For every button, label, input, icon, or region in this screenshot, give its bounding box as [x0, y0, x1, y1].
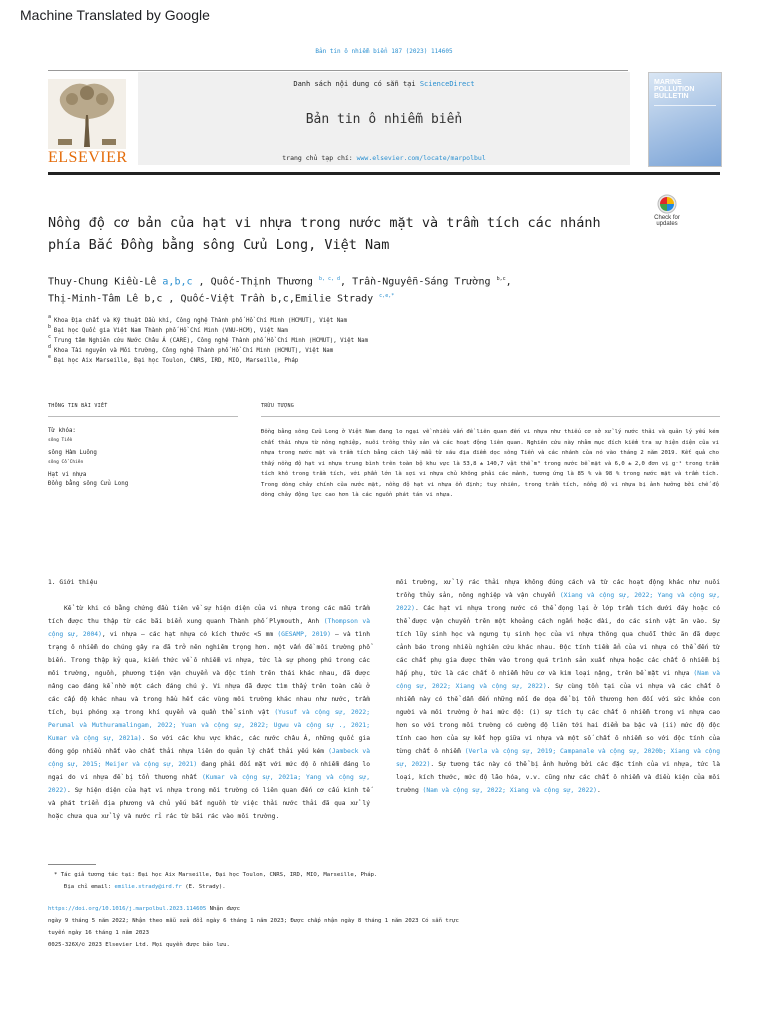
intro-paragraph — [48, 602, 370, 823]
author-thuong-affil[interactable]: b, c, d — [318, 276, 341, 282]
citation-link[interactable]: (Xiang và cộng sự, 2022; Yang và cộng sự, 2022) — [396, 592, 720, 612]
citation-link[interactable]: (GESAMP, 2019) — [277, 631, 331, 638]
affiliation-item — [48, 346, 648, 356]
elsevier-wordmark: ELSEVIER — [48, 149, 128, 166]
author-strady[interactable]: Emilie Strady — [294, 293, 374, 305]
author-thuong[interactable]: , Quốc-Thịnh Thương — [198, 276, 313, 288]
banner-text: Machine Translated by Google — [20, 7, 210, 23]
email-prefix: Địa chỉ email: — [64, 884, 115, 890]
article-title: Nồng độ cơ bản của hạt vi nhựa trong nước mặt và trầm tích các nhánh phía Bắc Đồng bằng sông Cửu Long, Việt Nam — [48, 215, 601, 253]
keyword: Đồng bằng sông Cửu Long — [48, 481, 129, 487]
body-text: Kể từ khi có bằng chứng đầu tiên về sự hiện diện của vi nhựa trong các mẫu trầm tích được thu thập từ các bãi biển xung quanh Thành phố Plymouth, Anh — [48, 605, 370, 625]
affiliation-tag: c — [48, 334, 52, 340]
keyword-sub: sông Cổ Chiên — [48, 460, 84, 465]
footnote-rule — [48, 864, 96, 865]
affiliation-item — [48, 316, 648, 326]
body-right-column — [396, 576, 720, 797]
author-truong-comma: , — [505, 276, 512, 288]
homepage-prefix: trang chủ tạp chí: — [282, 154, 357, 162]
cover-title: MARINE POLLUTION BULLETIN — [654, 79, 695, 100]
body-text: đang phải đối mặt với mức độ ô nhiễm đáng lo ngại do vi nhựa đề bị tổn thương nhất — [48, 761, 370, 781]
received-label: Nhận được — [206, 906, 240, 912]
affiliation-text: Khoa Địa chất và Kỹ thuật Dầu khí, Công nghệ Thành phố Hồ Chí Minh (HCMUT), Việt Nam — [54, 318, 348, 324]
body-text: . Sự hiện diện của hạt vi nhựa trong môi trường có liên quan đến cơ cấu kinh tế và phát triển địa phương và chủ yếu bắt nguồn từ việc thải nước thải đã qua xử lý hoặc chưa qua xử lý và nước rỉ rác từ bãi rác vào môi trường. — [48, 787, 370, 820]
check-updates-icon — [648, 193, 686, 215]
affiliation-text: Trung tâm Nghiên cứu Nước Châu Á (CARE), Công nghệ Thành phố Hồ Chí Minh (HCMUT), Việt Nam — [54, 338, 369, 344]
email-suffix: (E. Strady). — [181, 884, 226, 890]
affiliation-tag: e — [48, 354, 52, 360]
author-strady-affil[interactable]: c,e,* — [379, 293, 395, 300]
affiliation-tag: a — [48, 314, 52, 320]
citation-link[interactable]: (Yusuf và cộng sự, 2022; Perumal và Muthuramalingam, 2022; Yuan và cộng sự, 2022; Ugwu và cộng sự ., 2021; Kumar và cộng sự, 2021a) — [48, 709, 370, 742]
elsevier-tree-logo — [48, 79, 126, 149]
citation-link[interactable]: (Nam và cộng sự, 2022; Xiang và cộng sự, 2022) — [396, 670, 720, 690]
masthead-center — [138, 72, 630, 165]
citation-link[interactable]: (Thompson và cộng sự, 2004) — [48, 618, 370, 638]
affiliation-list — [48, 316, 648, 366]
footnotes — [48, 869, 468, 893]
article-info-rule — [48, 416, 238, 417]
journal-reference[interactable]: Bản tin ô nhiễm biển 187 (2023) 114605 — [315, 48, 453, 55]
author-list — [48, 272, 728, 307]
article-meta — [48, 903, 468, 951]
affiliation-tag: b — [48, 324, 52, 330]
doi-link[interactable]: https://doi.org/10.1016/j.marpolbul.2023.114605 — [48, 906, 207, 912]
affiliation-tag: d — [48, 344, 52, 350]
citation-link[interactable]: (Verla và cộng sự, 2019; Campanale và cộng sự, 2020b; Xiang và cộng sự, 2022) — [396, 748, 720, 768]
email-link[interactable]: emilie.strady@ird.fr — [114, 884, 182, 890]
body-text: . So với các khu vực khác, các nước châu Á, những quốc gia đóng góp nhiều nhất vào chất thải nhựa liên do quản lý chất thải yếu kém — [48, 735, 370, 755]
author-truong[interactable]: , Trần-Nguyễn-Sáng Trường — [340, 276, 491, 288]
keywords-block — [48, 427, 238, 489]
sciencedirect-link[interactable]: ScienceDirect — [419, 80, 475, 88]
keyword-sub: sông Tiền — [48, 438, 73, 443]
journal-cover-image — [648, 72, 722, 167]
article-info-heading: THÔNG TIN BÀI VIẾT — [48, 403, 108, 409]
author-le[interactable]: Thị-Minh-Tâm Lê b,c — [48, 293, 163, 305]
section-title: 1. Giới thiệu — [48, 579, 98, 586]
body-text: . Sự cùng tồn tại của vi nhựa và các chất ô nhiễm này có thể dẫn đến những mối đe dọa để bị tổn thương hơn đối với sức khỏe con người và môi trường ở hai mức độ: (i) sự tích tụ các chất ô nhiễm trong vi nhựa cao hơn so với trong môi trường có cường độ liên tới hai điểm ba bậc và (ii) mức độ độc tính cao hơn của sự kết hợp giữa vi nhựa và một số chất ô nhiễm so với độc tính của từng chất ô nhiễm — [396, 683, 720, 755]
homepage-link[interactable]: www.elsevier.com/locate/marpolbul — [356, 154, 486, 162]
dates-line: ngày 9 tháng 5 năm 2022; Nhận theo mẫu sửa đổi ngày 6 tháng 1 năm 2023; Được chấp nhận ngày 8 tháng 1 năm 2023 Có sẵn trực tuyến ngày 16 tháng 1 năm 2023 — [48, 918, 459, 936]
check-updates-label: Check for updates — [654, 215, 680, 227]
contents-line — [138, 80, 630, 88]
body-text: – và tình trạng ô nhiễm do chúng gây ra đã trở nên nghiêm trọng hơn. một vấn đề môi trường phổ biến. Trong thập kỷ qua, kiến thức về ô nhiễm vi nhựa, tức là sự phong phú trong các môi trường, nguồn, phương tiện vận chuyển và độc tính trên thái khác nhau, đã được nâng cao đáng kể nhờ một cách đáng chú ý. Vi nhựa đã được tìm thấy trên toàn cầu ở các cấp độ khác nhau và trong hầu hết các vùng môi trường khác nhau như nước, trầm tích, bụi phóng xạ trong khí quyển và quần thể sinh vật — [48, 631, 370, 716]
keyword: sông Hàm Luông — [48, 450, 97, 456]
email-line — [48, 881, 468, 893]
abstract-heading: TRỪU TƯỢNG — [261, 403, 295, 409]
citation-link[interactable]: (Nam và cộng sự, 2022; Xiang và cộng sự, 2022) — [422, 787, 597, 794]
body-text: . Sự tương tác này có thể bị ảnh hưởng bởi các đặc tính của vi nhựa, tức là loại, kích thước, mức độ lão hóa, v.v. cũng như các chất ô nhiễm và điều kiện của môi trường — [396, 761, 720, 794]
body-text: , vi nhựa – các hạt nhựa có kích thước <5 mm — [101, 631, 278, 638]
author-kieu-le[interactable]: Thuy-Chung Kiều-Lê — [48, 276, 157, 288]
author-truong-affil: b,c — [496, 276, 506, 282]
abstract-text: Đồng bằng sông Cửu Long ở Việt Nam đang lo ngại về nhiều vấn đề liên quan đến vi nhựa như thiếu cơ sở xử lý nước thải và quản lý yếu kém chất thải nhựa từ nông nghiệp, nuôi trồng thủy sản và các hoạt động liên quan. Nghiên cứu này nhằm mục đích kiểm tra sự hiện diện của vi nhựa trong nước mặt và trầm tích bằng cách lấy mẫu từ sáu địa điểm dọc sông Tiền và các nhánh của nó vào tháng 2 năm 2019. Kết quả cho thấy nồng độ hạt vi nhựa trung bình trên toàn bộ khu vực là 53,8 ± 140,7 vật thể m³ trong nước bề mặt và 6,0 ± 2,0 đơn vị g⁻¹ trong trầm tích khô trong trầm tích, với phần lớn là sợi vi nhựa chủ không phải các mảnh, tương ứng là 85 % và 98 % trong nước mặt và trầm tích. Trong dòng chảy chính của nước mặt, nồng độ hạt vi nhựa ổn định; tuy nhiên, trong trầm tích, nồng độ vi nhựa bị ảnh hưởng bởi chế độ dòng chảy động lực cao hơn là các nguồn phát tán vi nhựa. — [261, 429, 720, 498]
cover-line — [654, 105, 716, 106]
citation-link[interactable]: (Jambeck và cộng sự, 2015; Meijer và cộng sự, 2021) — [48, 748, 371, 768]
affiliation-item — [48, 356, 648, 366]
author-kieu-le-affil[interactable]: a,b,c — [162, 276, 193, 288]
affiliation-text: Khoa Tài nguyên và Môi trường, Công nghệ Thành phố Hồ Chí Minh (HCMUT), Việt Nam — [54, 348, 334, 354]
masthead — [48, 71, 720, 166]
body-text: . — [596, 787, 601, 794]
keyword: Hạt vi nhựa — [48, 472, 87, 478]
masthead-divider — [48, 172, 720, 175]
affiliation-item — [48, 326, 648, 336]
body-text: môi trường, xử lý rác thải nhựa không đúng cách và từ các hoạt động khác như nuôi trồng thủy sản, nông nghiệp và vận chuyển — [396, 579, 720, 599]
affiliation-text: Đại học Aix Marseille, Đại học Toulon, CNRS, IRD, MIO, Marseille, Pháp — [54, 358, 299, 364]
body-left-column — [48, 576, 370, 823]
homepage-line — [138, 154, 630, 162]
doi-line — [48, 903, 468, 915]
journal-title: Bản tin ô nhiễm biển — [305, 112, 463, 127]
keywords-label: Từ khóa: — [48, 428, 76, 434]
check-for-updates-badge[interactable] — [648, 193, 686, 231]
copyright-line: 0025-326X/© 2023 Elsevier Ltd. Mọi quyền được bảo lưu. — [48, 942, 230, 948]
affiliation-text: Đại học Quốc gia Việt Nam Thành phố Hồ Chí Minh (VNU-HCM), Việt Nam — [54, 328, 288, 334]
author-tran[interactable]: , Quốc-Việt Trần b,c, — [168, 293, 295, 305]
affiliation-item — [48, 336, 648, 346]
abstract-rule — [261, 416, 720, 417]
corresponding-author-note: * Tác giả tương tác tại: Đại học Aix Marseille, Đại học Toulon, CNRS, IRD, MIO, Marseille, Pháp. — [54, 872, 378, 878]
citation-link[interactable]: (Kumar và cộng sự, 2021a; Yang và cộng sự, 2022) — [48, 774, 370, 794]
contents-prefix: Danh sách nội dung có sẵn tại — [293, 80, 420, 88]
machine-translated-banner — [0, 0, 768, 30]
body-text: . Các hạt vi nhựa trong nước có thể đọng lại ở lớp trầm tích dưới đáy hoặc có thể được vận chuyển trên một khoảng cách ngắn hoặc dài, do các sinh vật ăn vào. Sự tích lũy sinh học và ngưng tụ sinh học của vi nhựa thông qua chuỗi thức ăn đã được cảnh báo trong nhiều nghiên cứu khác nhau. Độc tính tiềm ẩn của vi nhựa có thể đến từ các chất phụ gia được thêm vào trong quá trình sản xuất nhựa hoặc các chất ô nhiễm bị hấp phụ, tức là các chất ô nhiễm hữu cơ và kim loại nặng, trên bề mặt vi nhựa — [396, 605, 720, 677]
